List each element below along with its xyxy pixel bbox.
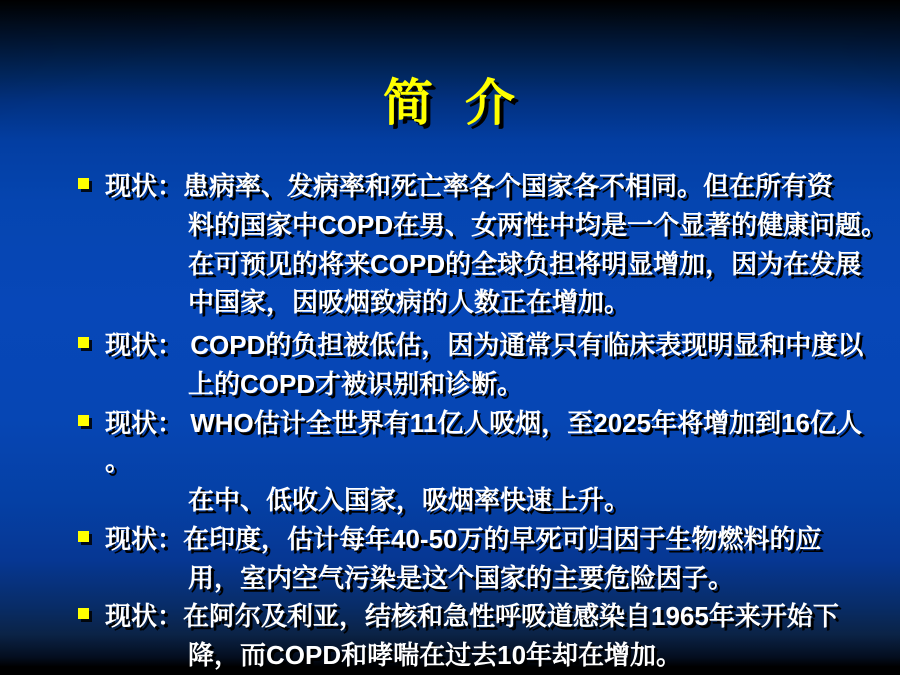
bullet-line [0,636,900,675]
bullet-marker-icon [78,337,89,348]
bullet-line-text: 。 [105,446,132,477]
bullet-line-text: 在可预见的将来COPD的全球负担将明显增加，因为在发展 [188,248,862,279]
bullet-item [0,404,900,520]
bullet-line [0,442,900,481]
bullet-line-text: 上的COPD才被识别和诊断。 [188,368,524,399]
bullet-marker-icon [78,178,89,189]
bullet-line [0,326,900,365]
bullet-marker-icon [78,531,89,542]
bullet-line [0,365,900,404]
bullet-line-text: 现状： WHO估计全世界有11亿人吸烟，至2025年将增加到16亿人 [105,407,863,438]
bullet-line [0,597,900,636]
bullet-item [0,326,900,404]
bullet-line-text: 降，而COPD和哮喘在过去10年却在增加。 [188,640,683,670]
bullet-line [0,559,900,598]
bullet-line [0,245,900,284]
bullet-line-text: 在中、低收入国家，吸烟率快速上升。 [188,485,631,515]
bullet-line-text: 料的国家中COPD在男、女两性中均是一个显著的健康问题。 [188,209,888,240]
bullet-line-text: 现状： COPD的负担被低估，因为通常只有临床表现明显和中度以 [105,330,864,360]
bullet-line [0,404,900,443]
bullet-line [0,481,900,520]
bullet-item [0,520,900,598]
slide-title: 简 介 [383,75,517,131]
bullet-line-text: 中国家，因吸烟致病的人数正在增加。 [188,287,631,318]
bullet-line-text: 用，室内空气污染是这个国家的主要危险因子。 [188,562,735,593]
bullet-line [0,206,900,245]
bullet-line [0,520,900,559]
bullet-line-text: 现状：患病率、发病率和死亡率各个国家各不相同。但在所有资 [105,171,834,201]
bullet-line [0,167,900,206]
bullet-item [0,167,900,322]
bullet-marker-icon [78,415,89,426]
bullet-item [0,597,900,675]
bullet-marker-icon [78,608,89,619]
slide-body [0,167,900,675]
bullet-line-text: 现状：在阿尔及利亚，结核和急性呼吸道感染自1965年来开始下 [105,601,839,632]
bullet-line [0,283,900,322]
bullet-line-text: 现状：在印度，估计每年40-50万的早死可归因于生物燃料的应 [105,523,822,554]
